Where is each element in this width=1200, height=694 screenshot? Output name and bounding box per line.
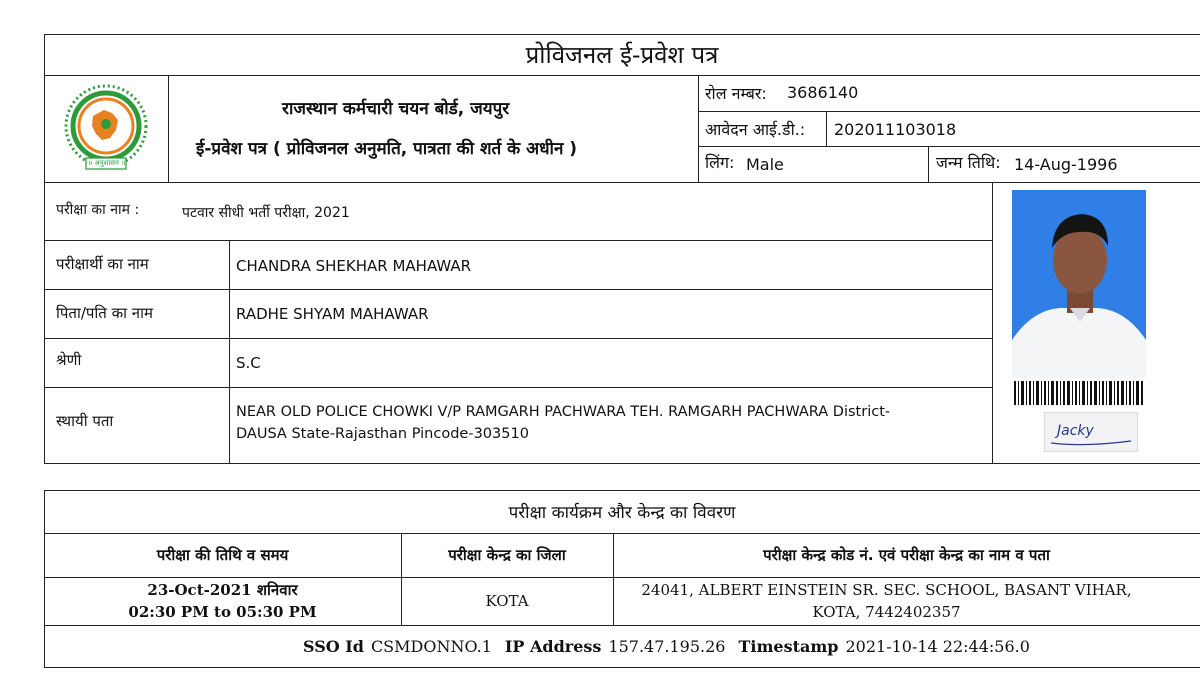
col-header-date: [44, 533, 401, 577]
roll-label: रोल नम्बर:: [705, 84, 767, 103]
board-name: राजस्थान कर्मचारी चयन बोर्ड, जयपुर: [282, 99, 510, 119]
col-header-district: [401, 533, 613, 577]
schedule-title-text: परीक्षा कार्यक्रम और केन्द्र का विवरण: [508, 503, 736, 523]
schedule-title: [44, 490, 1200, 533]
exam-name-label: परीक्षा का नाम :: [56, 202, 140, 218]
exam-center-line-2: KOTA, 7442402357: [812, 603, 961, 621]
col-center-text: परीक्षा केन्द्र कोड नं. एवं परीक्षा केन्द्र का नाम व पता: [763, 546, 1050, 564]
col-date-text: परीक्षा की तिथि व समय: [156, 546, 289, 564]
admit-subtitle: ई-प्रवेश पत्र ( प्रोविजनल अनुमति, पात्रता की शर्त के अधीन ): [196, 139, 578, 159]
barcode: [1012, 381, 1146, 405]
ip-label: IP Address: [504, 637, 602, 656]
signature-text: Jacky: [1057, 423, 1094, 439]
col-district-text: परीक्षा केन्द्र का जिला: [448, 546, 566, 564]
barcode-icon: [1012, 381, 1146, 405]
address-label: स्थायी पता: [56, 412, 114, 430]
sso-label: SSO Id: [303, 637, 364, 656]
gender-value: Male: [746, 155, 784, 174]
application-id-label: आवेदन आई.डी.:: [705, 120, 806, 139]
exam-date-cell: [44, 577, 401, 625]
exam-name-value: पटवार सीधी भर्ती परीक्षा, 2021: [182, 205, 350, 221]
gender-label: लिंग:: [705, 153, 735, 172]
timestamp-value: 2021-10-14 22:44:56.0: [845, 637, 1030, 656]
address-line-1: NEAR OLD POLICE CHOWKI V/P RAMGARH PACHWARA TEH. RAMGARH PACHWARA District-: [236, 404, 891, 420]
roll-number: 3686140: [787, 83, 859, 102]
exam-district-cell: [401, 577, 613, 625]
dob-value: 14-Aug-1996: [1014, 155, 1118, 174]
sso-value: CSMDONNO.1: [370, 637, 492, 656]
person-photo-icon: [1012, 190, 1146, 378]
father-name: RADHE SHYAM MAHAWAR: [236, 305, 429, 323]
candidate-name-label: परीक्षार्थी का नाम: [56, 255, 149, 273]
candidate-name: CHANDRA SHEKHAR MAHAWAR: [236, 257, 472, 275]
category-value: S.C: [236, 354, 261, 372]
candidate-signature: [1044, 412, 1138, 452]
exam-center-line-1: 24041, ALBERT EINSTEIN SR. SEC. SCHOOL, BASANT VIHAR,: [641, 581, 1132, 599]
ip-value: 157.47.195.26: [608, 637, 726, 656]
logo-motto: ॥ अनुशासन ॥: [88, 159, 126, 167]
address-line-2: DAUSA State-Rajasthan Pincode-303510: [236, 426, 529, 442]
timestamp-label: Timestamp: [738, 637, 839, 656]
footer-meta: [44, 625, 1200, 668]
father-name-label: पिता/पति का नाम: [56, 304, 153, 322]
exam-date: 23-Oct-2021 शनिवार: [147, 581, 298, 599]
dob-label: जन्म तिथि:: [936, 153, 1001, 172]
category-label: श्रेणी: [56, 351, 82, 369]
application-id: 202011103018: [834, 120, 957, 139]
exam-center-cell: [613, 577, 1200, 625]
candidate-photo: [1012, 190, 1146, 378]
exam-time: 02:30 PM to 05:30 PM: [128, 603, 317, 621]
exam-district: KOTA: [485, 592, 529, 610]
title-text: प्रोविजनल ई-प्रवेश पत्र: [525, 41, 719, 69]
col-header-center: [613, 533, 1200, 577]
page-title: [44, 34, 1200, 75]
rsmssb-logo: [60, 82, 152, 174]
